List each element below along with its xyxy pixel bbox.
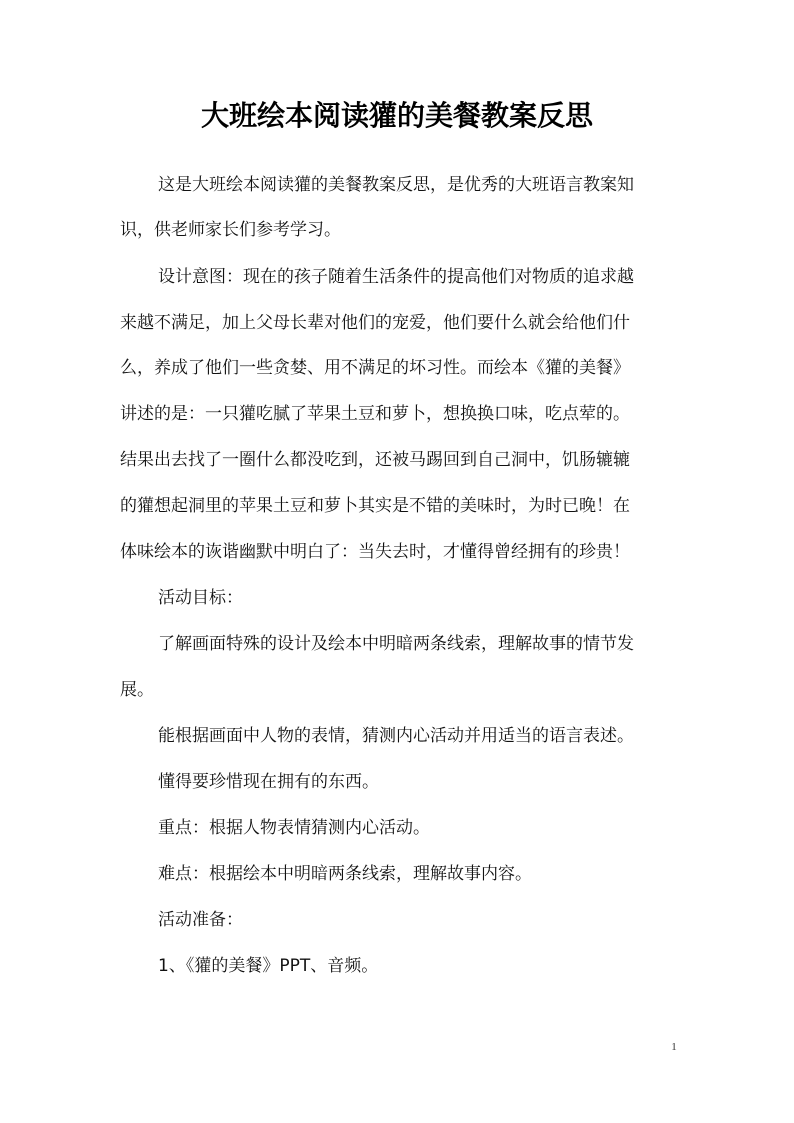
paragraph-line: 难点：根据绘本中明暗两条线索，理解故事内容。 — [158, 864, 532, 884]
page-number: 1 — [671, 1041, 677, 1053]
paragraph-line: 重点：根据人物表情猜测内心活动。 — [158, 818, 430, 838]
paragraph-line: 设计意图：现在的孩子随着生活条件的提高他们对物质的追求越 — [158, 267, 634, 287]
paragraph-line: 识，供老师家长们参考学习。 — [120, 220, 341, 240]
paragraph-line: 体味绘本的诙谐幽默中明白了：当失去时，才懂得曾经拥有的珍贵！ — [120, 542, 630, 562]
paragraph-line: 这是大班绘本阅读獾的美餐教案反思，是优秀的大班语言教案知 — [158, 175, 634, 195]
section-heading: 活动目标： — [158, 588, 243, 608]
paragraph-line: 的獾想起洞里的苹果土豆和萝卜其实是不错的美味时，为时已晚！在 — [120, 496, 630, 516]
paragraph-line: 结果出去找了一圈什么都没吃到，还被马踢回到自己洞中，饥肠辘辘 — [120, 450, 630, 470]
paragraph-line: 懂得要珍惜现在拥有的东西。 — [158, 772, 379, 792]
document-title: 大班绘本阅读獾的美餐教案反思 — [200, 99, 593, 132]
paragraph-line: 来越不满足，加上父母长辈对他们的宠爱，他们要什么就会给他们什 — [120, 313, 630, 333]
paragraph-line: 展。 — [120, 680, 154, 700]
section-heading: 活动准备： — [158, 910, 243, 930]
paragraph-line: 么，养成了他们一些贪婪、用不满足的坏习性。而绘本《獾的美餐》 — [120, 358, 630, 378]
paragraph-line: 能根据画面中人物的表情，猜测内心活动并用适当的语言表述。 — [158, 726, 634, 746]
paragraph-line: 了解画面特殊的设计及绘本中明暗两条线索，理解故事的情节发 — [158, 634, 634, 654]
list-item: 1、《獾的美餐》PPT、音频。 — [158, 956, 379, 976]
paragraph-line: 讲述的是：一只獾吃腻了苹果土豆和萝卜，想换换口味，吃点荤的。 — [120, 404, 630, 424]
